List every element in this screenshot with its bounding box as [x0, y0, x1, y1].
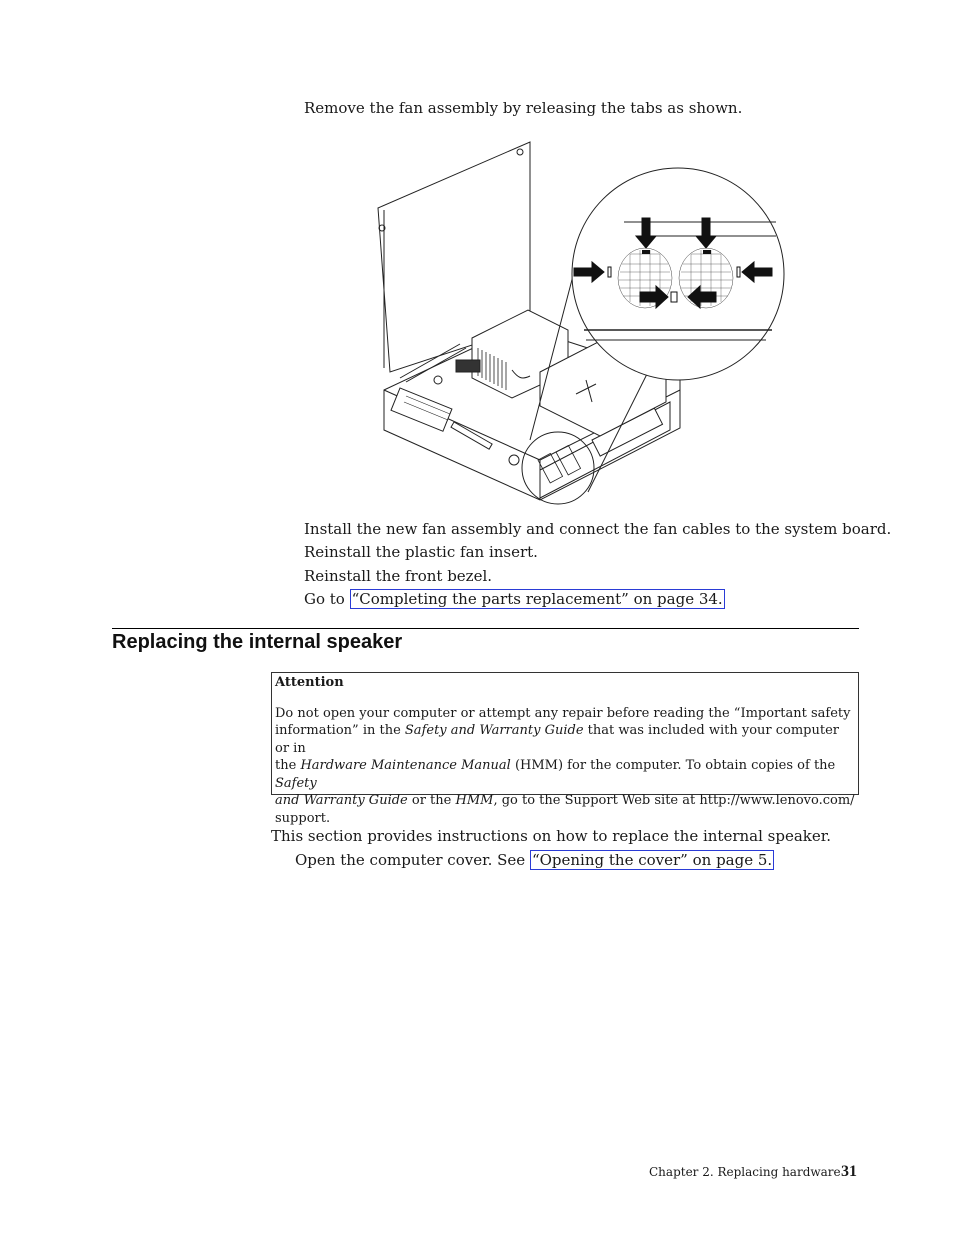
attention-box: [271, 672, 859, 826]
attention-line-3: the Hardware Maintenance Manual (HMM) for the computer. To obtain copies of the Safety: [275, 758, 836, 791]
step-reinstall-bezel: Reinstall the front bezel.: [304, 567, 493, 585]
section-heading: Replacing the internal speaker: [112, 631, 403, 653]
completing-replacement-link[interactable]: “Completing the parts replacement” on page 34.: [351, 590, 723, 608]
step-install-fan: Install the new fan assembly and connect the fan cables to the system board.: [304, 520, 892, 538]
section-intro: This section provides instructions on how to replace the internal speaker.: [271, 827, 832, 845]
open-cover-prefix: Open the computer cover. See: [295, 851, 530, 869]
attention-line-4: and Warranty Guide or the HMM, go to the Support Web site at http://www.lenovo.com/: [275, 793, 855, 808]
fan-removal-illustration: [360, 140, 800, 512]
attention-line-2: information” in the Safety and Warranty Guide that was included with your computer or in: [275, 723, 840, 756]
page-number: 31: [841, 1163, 857, 1180]
opening-cover-link[interactable]: “Opening the cover” on page 5.: [531, 851, 773, 869]
step-remove-fan: Remove the fan assembly by releasing the tabs as shown.: [304, 99, 743, 117]
step-reinstall-insert: Reinstall the plastic fan insert.: [304, 543, 538, 561]
footer-chapter: Chapter 2. Replacing hardware: [649, 1165, 841, 1179]
goto-prefix: Go to: [304, 590, 345, 608]
attention-line-1: Do not open your computer or attempt any repair before reading the “Important safety: [275, 705, 851, 721]
step-open-cover: [295, 850, 774, 870]
section-divider: [112, 628, 859, 629]
step-goto: [304, 589, 725, 609]
attention-title: Attention: [275, 675, 344, 690]
attention-line-5: support.: [275, 810, 331, 826]
